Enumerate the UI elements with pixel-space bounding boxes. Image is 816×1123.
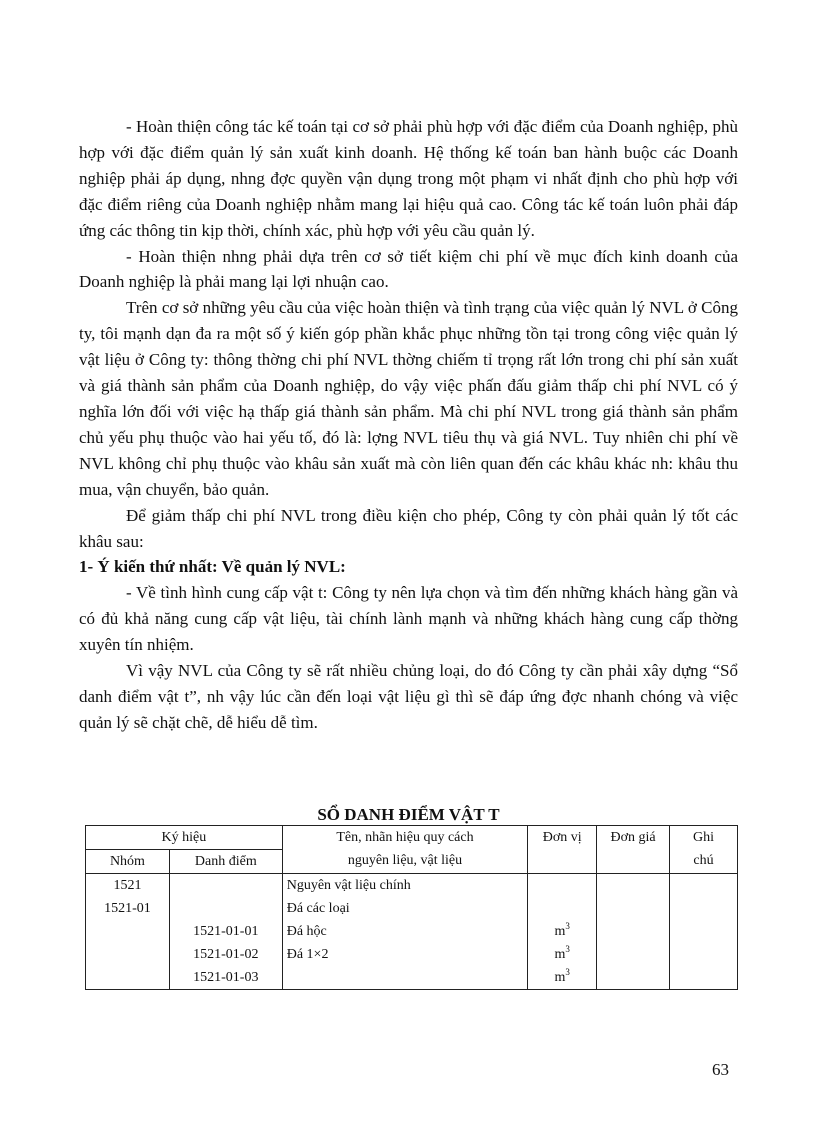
cell-ten: Đá các loại — [282, 897, 528, 920]
header-ghi-line2: chú — [693, 853, 714, 868]
header-nhom: Nhóm — [86, 850, 170, 874]
unit-exponent: 3 — [565, 944, 570, 954]
cell-nhom: 1521 — [86, 874, 170, 898]
paragraph: Trên cơ sở những yêu cầu của việc hoàn thiện và tình trạng của việc quản lý NVL ở Công ty, tôi mạnh dạn đa ra một số ý kiến góp phần khắc phục những tồn tại trong công việc quản lý vật liệu ở Công ty: thông thờng chi phí NVL thờng chiếm tỉ trọng rất lớn trong chi phí sản xuất và giá thành sản phẩm của Doanh nghiệp, do vậy việc phấn đấu giảm thấp chi phí NVL có ý nghĩa lớn đối với việc hạ thấp giá thành sản phẩm. Mà chi phí NVL trong giá thành sản phẩm chủ yếu phụ thuộc vào hai yếu tố, đó là: lợng NVL tiêu thụ và giá NVL. Tuy nhiên chi phí về NVL không chỉ phụ thuộc vào khâu sản xuất mà còn liên quan đến các khâu khác nh: khâu thu mua, vận chuyển, bảo quản. — [79, 298, 738, 499]
cell-ghi-chu — [670, 943, 738, 966]
cell-ten — [282, 966, 528, 990]
cell-nhom — [86, 920, 170, 943]
cell-don-vi — [528, 874, 597, 898]
table-row — [86, 966, 738, 990]
cell-don-gia — [597, 897, 670, 920]
header-danh-diem: Danh điểm — [169, 850, 282, 874]
paragraph: - Hoàn thiện nhng phải dựa trên cơ sở tiết kiệm chi phí về mục đích kinh doanh của Doanh nghiệp là phải mang lại lợi nhuận cao. — [79, 246, 738, 292]
cell-don-gia — [597, 920, 670, 943]
cell-don-vi — [528, 920, 597, 943]
cell-ten: Đá 1×2 — [282, 943, 528, 966]
header-ky-hieu: Ký hiệu — [86, 826, 283, 850]
header-ten-line2: nguyên liệu, vật liệu — [347, 853, 463, 868]
paragraph: Để giảm thấp chi phí NVL trong điều kiện cho phép, Công ty còn phải quản lý tốt các khâu sau: — [79, 505, 738, 551]
cell-ten: Nguyên vật liệu chính — [282, 874, 528, 898]
header-ghi-line1: Ghi — [693, 830, 715, 845]
cell-danh-diem — [169, 897, 282, 920]
cell-don-vi — [528, 943, 597, 966]
cell-danh-diem: 1521-01-01 — [169, 920, 282, 943]
paragraph: Vì vậy NVL của Công ty sẽ rất nhiều chủng loại, do đó Công ty cần phải xây dựng “Sổ danh điểm vật t”, nh vậy lúc cần đến loại vật liệu gì thì sẽ đáp ứng đợc nhanh chóng và việc quản lý sẽ chặt chẽ, dễ hiểu dễ tìm. — [79, 661, 738, 732]
cell-don-gia — [597, 874, 670, 898]
cell-don-gia — [597, 943, 670, 966]
cell-nhom — [86, 943, 170, 966]
cell-ten: Đá hộc — [282, 920, 528, 943]
cell-ghi-chu — [670, 920, 738, 943]
cell-danh-diem: 1521-01-03 — [169, 966, 282, 990]
cell-danh-diem: 1521-01-02 — [169, 943, 282, 966]
unit-text: m — [554, 924, 566, 939]
unit-text: m — [554, 947, 566, 962]
section-heading: 1- Ý kiến thứ nhất: Về quản lý NVL: — [79, 557, 346, 577]
document-body — [79, 114, 738, 736]
table-row — [86, 943, 738, 966]
table-row — [86, 920, 738, 943]
paragraph: - Về tình hình cung cấp vật t: Công ty nên lựa chọn và tìm đến những khách hàng gần và có đủ khả năng cung cấp vật liệu, tài chính lành mạnh và những khách hàng cung cấp thờng xuyên tín nhiệm. — [79, 583, 738, 655]
header-ten-line1: Tên, nhãn hiệu quy cách — [336, 830, 474, 845]
cell-nhom — [86, 966, 170, 990]
material-catalog-table — [85, 825, 738, 990]
table-row — [86, 874, 738, 898]
table-row — [86, 897, 738, 920]
cell-danh-diem — [169, 874, 282, 898]
header-ghi-chu — [670, 826, 738, 874]
paragraph: - Hoàn thiện công tác kế toán tại cơ sở phải phù hợp với đặc điểm của Doanh nghiệp, phù hợp với đặc điểm quản lý sản xuất kinh doanh. Hệ thống kế toán ban hành buộc các Doanh nghiệp phải áp dụng, nhng đợc quyền vận dụng trong một phạm vi nhất định cho phù hợp với đặc điểm riêng của Doanh nghiệp nhằm mang lại hiệu quả cao. Công tác kế toán luôn phải đáp ứng các thông tin kịp thời, chính xác, phù hợp với yêu cầu quản lý. — [79, 117, 738, 240]
cell-ghi-chu — [670, 874, 738, 898]
cell-nhom: 1521-01 — [86, 897, 170, 920]
cell-ghi-chu — [670, 897, 738, 920]
unit-exponent: 3 — [565, 921, 570, 931]
cell-don-vi — [528, 897, 597, 920]
header-don-vi: Đơn vị — [528, 826, 597, 874]
unit-text: m — [554, 970, 566, 985]
cell-don-vi — [528, 966, 597, 990]
header-ten — [282, 826, 528, 874]
table-title: SỔ DANH ĐIỂM VẬT T — [317, 805, 500, 824]
page-number: 63 — [712, 1060, 729, 1079]
cell-ghi-chu — [670, 966, 738, 990]
cell-don-gia — [597, 966, 670, 990]
unit-exponent: 3 — [565, 967, 570, 977]
header-don-gia: Đơn giá — [597, 826, 670, 874]
